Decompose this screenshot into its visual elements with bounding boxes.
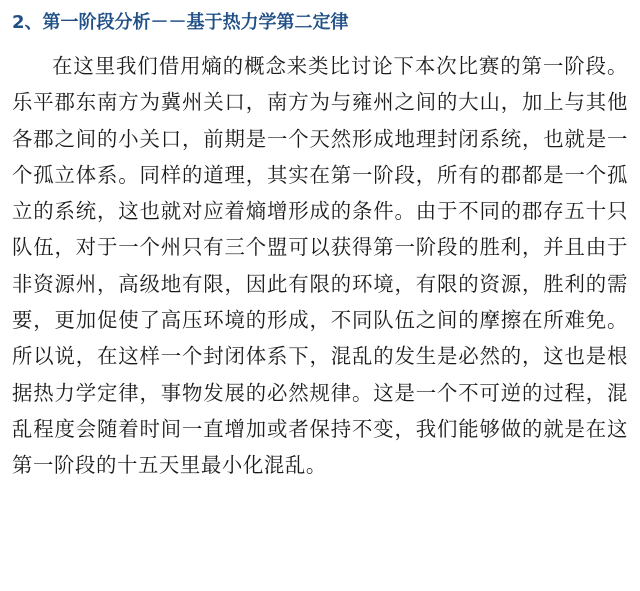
article-paragraph: 在这里我们借用熵的概念来类比讨论下本次比赛的第一阶段。乐平郡东南方为冀州关口，南方为与雍州之间的大山，加上与其他各郡之间的小关口，前期是一个天然形成地理封闭系统，也就是一个孤立体系。同样的道理，其实在第一阶段，所有的郡都是一个孤立的系统，这也就对应着熵增形成的条件。由于不同的郡存五十只队伍，对于一个州只有三个盟可以获得第一阶段的胜利，并且由于非资源州，高级地有限，因此有限的环境，有限的资源，胜利的需要，更加促使了高压环境的形成，不同队伍之间的摩擦在所难免。所以说，在这样一个封闭体系下，混乱的发生是必然的，这也是根据热力学定律，事物发展的必然规律。这是一个不可逆的过程，混乱程度会随着时间一直增加或者保持不变，我们能够做的就是在这第一阶段的十五天里最小化混乱。 bbox=[12, 54, 628, 478]
section-heading: 2、第一阶段分析－－基于热力学第二定律 bbox=[12, 12, 349, 33]
